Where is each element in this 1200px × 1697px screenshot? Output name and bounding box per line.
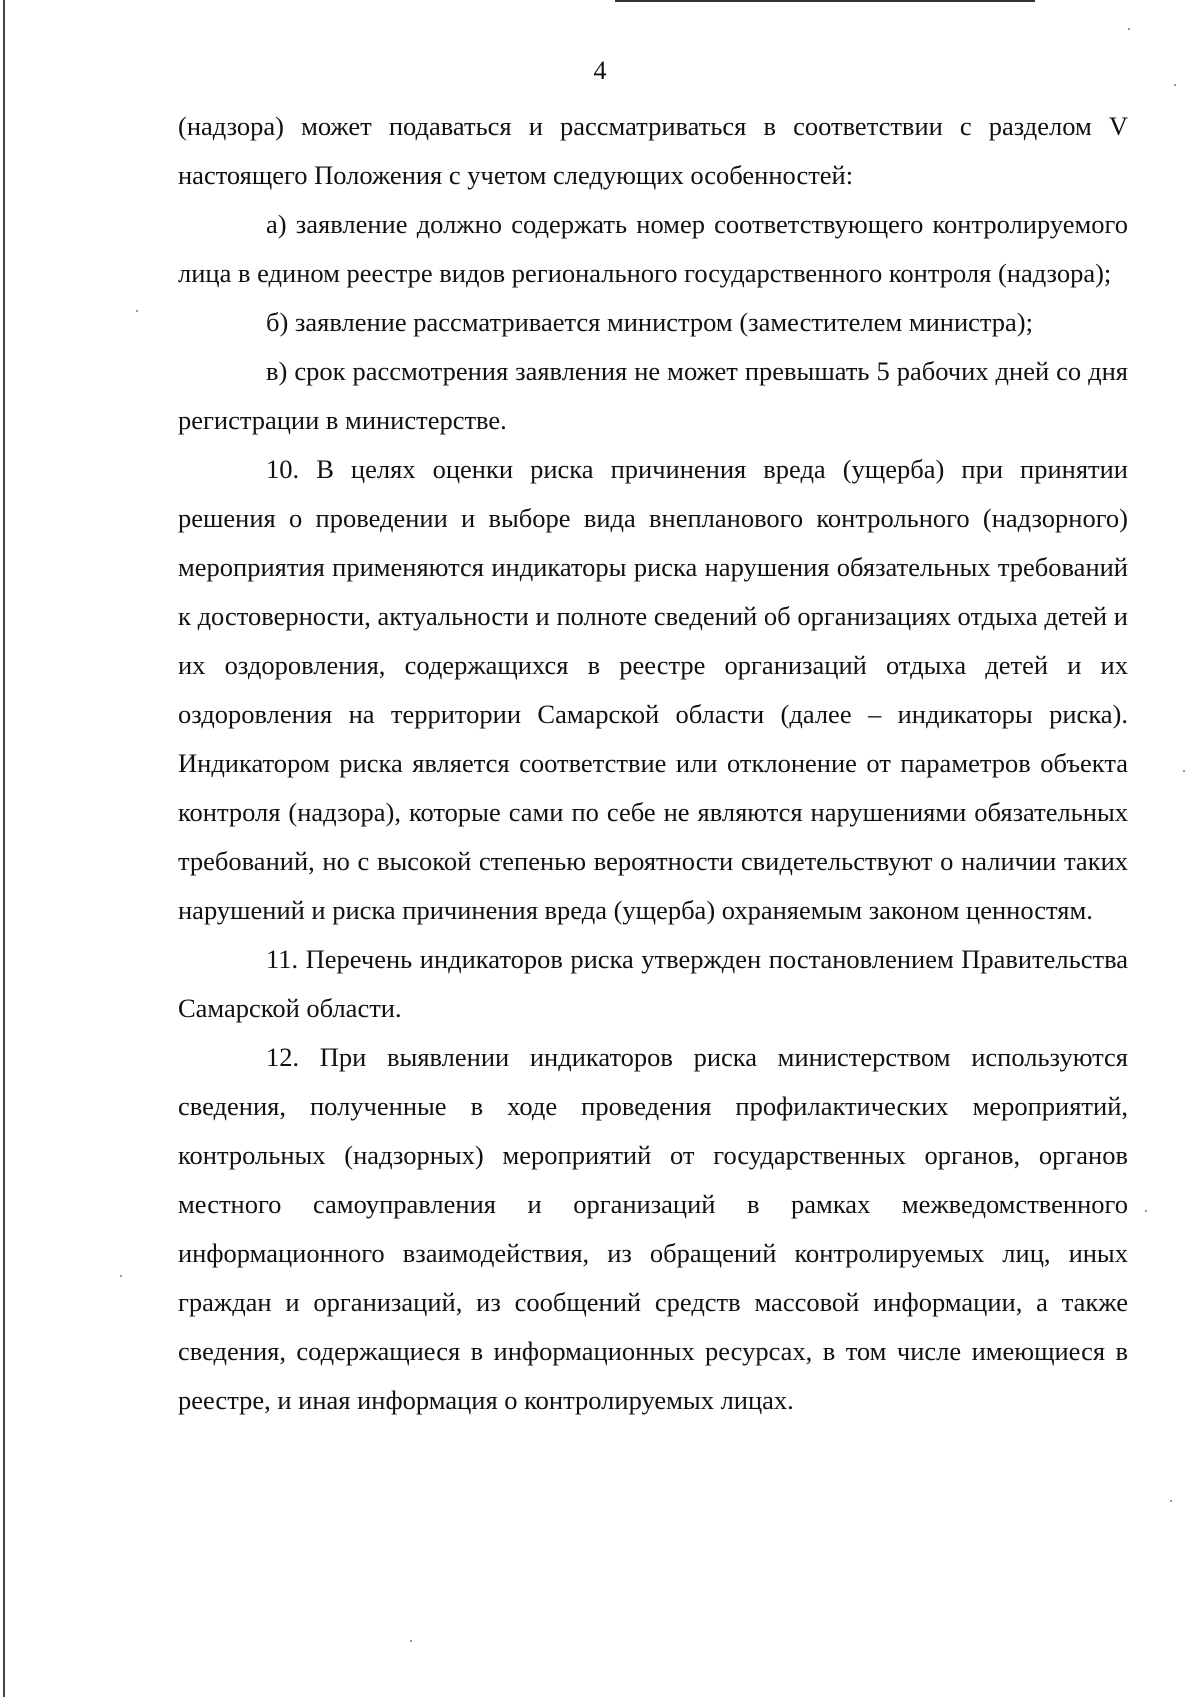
- scan-edge-left: [3, 0, 5, 1697]
- scan-speck: [136, 310, 138, 312]
- document-body: [178, 102, 1128, 1425]
- scan-speck: [410, 1640, 412, 1642]
- scan-speck: [1174, 84, 1176, 86]
- paragraph-10: 10. В целях оценки риска причинения вреда (ущерба) при принятии решения о проведении и выборе вида внепланового контрольного (надзорного) мероприятия применяются индикаторы риска нарушения обязательных требований к достоверности, актуальности и полноте сведений об организациях отдыха детей и их оздоровления, содержащихся в реестре организаций отдыха детей и их оздоровления на территории Самарской области (далее – индикаторы риска). Индикатором риска является соответствие или отклонение от параметров объекта контроля (надзора), которые сами по себе не являются нарушениями обязательных требований, но с высокой степенью вероятности свидетельствуют о наличии таких нарушений и риска причинения вреда (ущерба) охраняемым законом ценностям.: [178, 454, 1128, 925]
- paragraph-item-b: б) заявление рассматривается министром (заместителем министра);: [266, 307, 1033, 337]
- scan-speck: [1170, 1500, 1172, 1502]
- paragraph-item-a: а) заявление должно содержать номер соответствующего контролируемого лица в едином реестре видов регионального государственного контроля (надзора);: [178, 209, 1128, 288]
- scan-edge-top: [615, 0, 1035, 2]
- paragraph-item-v: в) срок рассмотрения заявления не может превышать 5 рабочих дней со дня регистрации в министерстве.: [178, 356, 1128, 435]
- page-number: 4: [593, 56, 607, 85]
- paragraph-11: 11. Перечень индикаторов риска утвержден постановлением Правительства Самарской области.: [178, 944, 1128, 1023]
- scan-speck: [1183, 770, 1185, 772]
- paragraph-continuation: (надзора) может подаваться и рассматриваться в соответствии с разделом V настоящего Положения с учетом следующих особенностей:: [178, 111, 1128, 190]
- paragraph-12: 12. При выявлении индикаторов риска министерством используются сведения, полученные в ходе проведения профилактических мероприятий, контрольных (надзорных) мероприятий от государственных органов, органов местного самоуправления и организаций в рамках межведомственного информационного взаимодействия, из обращений контролируемых лиц, иных граждан и организаций, из сообщений средств массовой информации, а также сведения, содержащиеся в информационных ресурсах, в том числе имеющиеся в реестре, и иная информация о контролируемых лицах.: [178, 1042, 1128, 1415]
- scan-speck: [1145, 1210, 1147, 1212]
- scan-speck: [120, 1275, 122, 1277]
- scan-speck: [1128, 28, 1130, 30]
